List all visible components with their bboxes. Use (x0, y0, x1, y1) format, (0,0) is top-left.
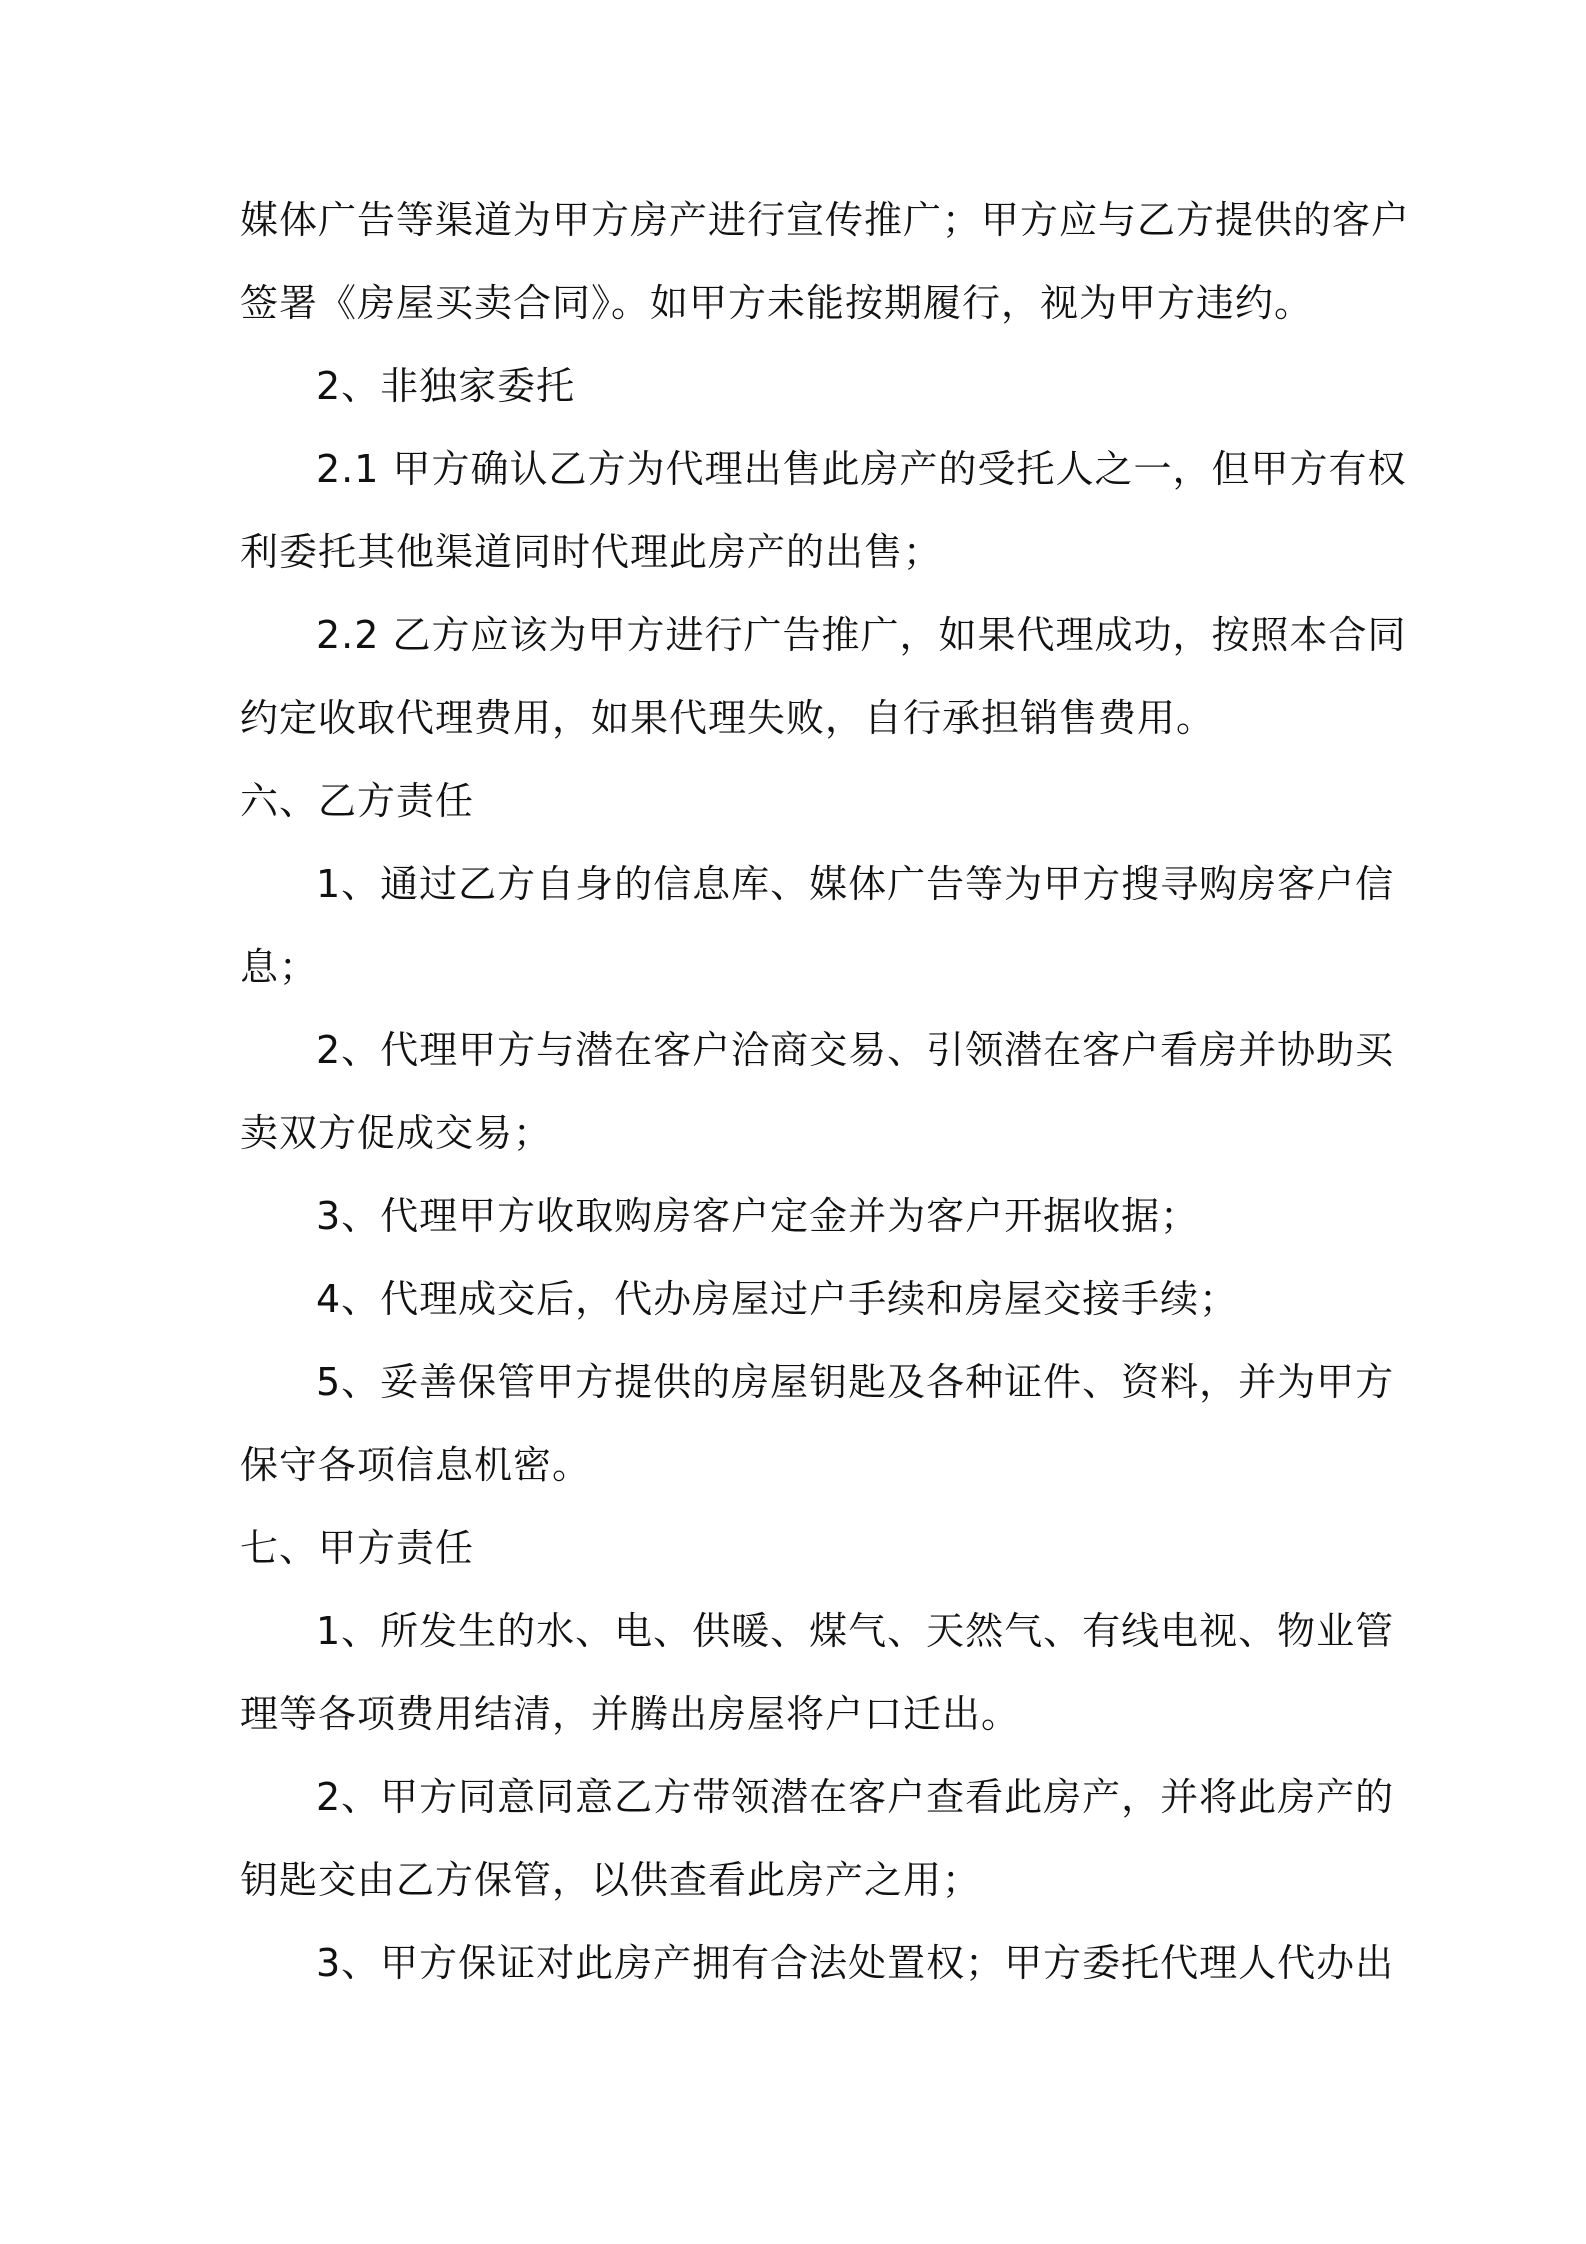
section-heading: 六、乙方责任 (240, 779, 475, 823)
paragraph-line: 3、代理甲方收取购房客户定金并为客户开据收据； (316, 1194, 1200, 1238)
paragraph-line: 2、代理甲方与潜在客户洽商交易、引领潜在客户看房并协助买 (316, 1028, 1395, 1072)
paragraph-line: 2.1 甲方确认乙方为代理出售此房产的受托人之一，但甲方有权 (316, 447, 1407, 491)
paragraph-line: 理等各项费用结清，并腾出房屋将户口迁出。 (240, 1692, 1021, 1736)
paragraph-line: 钥匙交由乙方保管，以供查看此房产之用； (240, 1858, 982, 1902)
section-heading: 七、甲方责任 (240, 1526, 475, 1570)
paragraph-line: 媒体广告等渠道为甲方房产进行宣传推广；甲方应与乙方提供的客户 (240, 198, 1411, 242)
paragraph-line: 息； (240, 945, 319, 989)
paragraph-line: 4、代理成交后，代办房屋过户手续和房屋交接手续； (316, 1277, 1239, 1321)
paragraph-line: 3、甲方保证对此房产拥有合法处置权；甲方委托代理人代办出 (316, 1941, 1395, 1985)
paragraph-line: 卖双方促成交易； (240, 1111, 553, 1155)
subsection-heading: 2、非独家委托 (316, 364, 576, 408)
paragraph-line: 2、甲方同意同意乙方带领潜在客户查看此房产，并将此房产的 (316, 1775, 1395, 1819)
paragraph-line: 5、妥善保管甲方提供的房屋钥匙及各种证件、资料，并为甲方 (316, 1360, 1395, 1404)
paragraph-line: 保守各项信息机密。 (240, 1443, 592, 1487)
paragraph-line: 约定收取代理费用，如果代理失败，自行承担销售费用。 (240, 696, 1216, 740)
paragraph-line: 2.2 乙方应该为甲方进行广告推广，如果代理成功，按照本合同 (316, 613, 1407, 657)
paragraph-line: 1、所发生的水、电、供暖、煤气、天然气、有线电视、物业管 (316, 1609, 1395, 1653)
paragraph-line: 利委托其他渠道同时代理此房产的出售； (240, 530, 943, 574)
paragraph-line: 签署《房屋买卖合同》。如甲方未能按期履行，视为甲方违约。 (240, 281, 1314, 325)
paragraph-line: 1、通过乙方自身的信息库、媒体广告等为甲方搜寻购房客户信 (316, 862, 1395, 906)
